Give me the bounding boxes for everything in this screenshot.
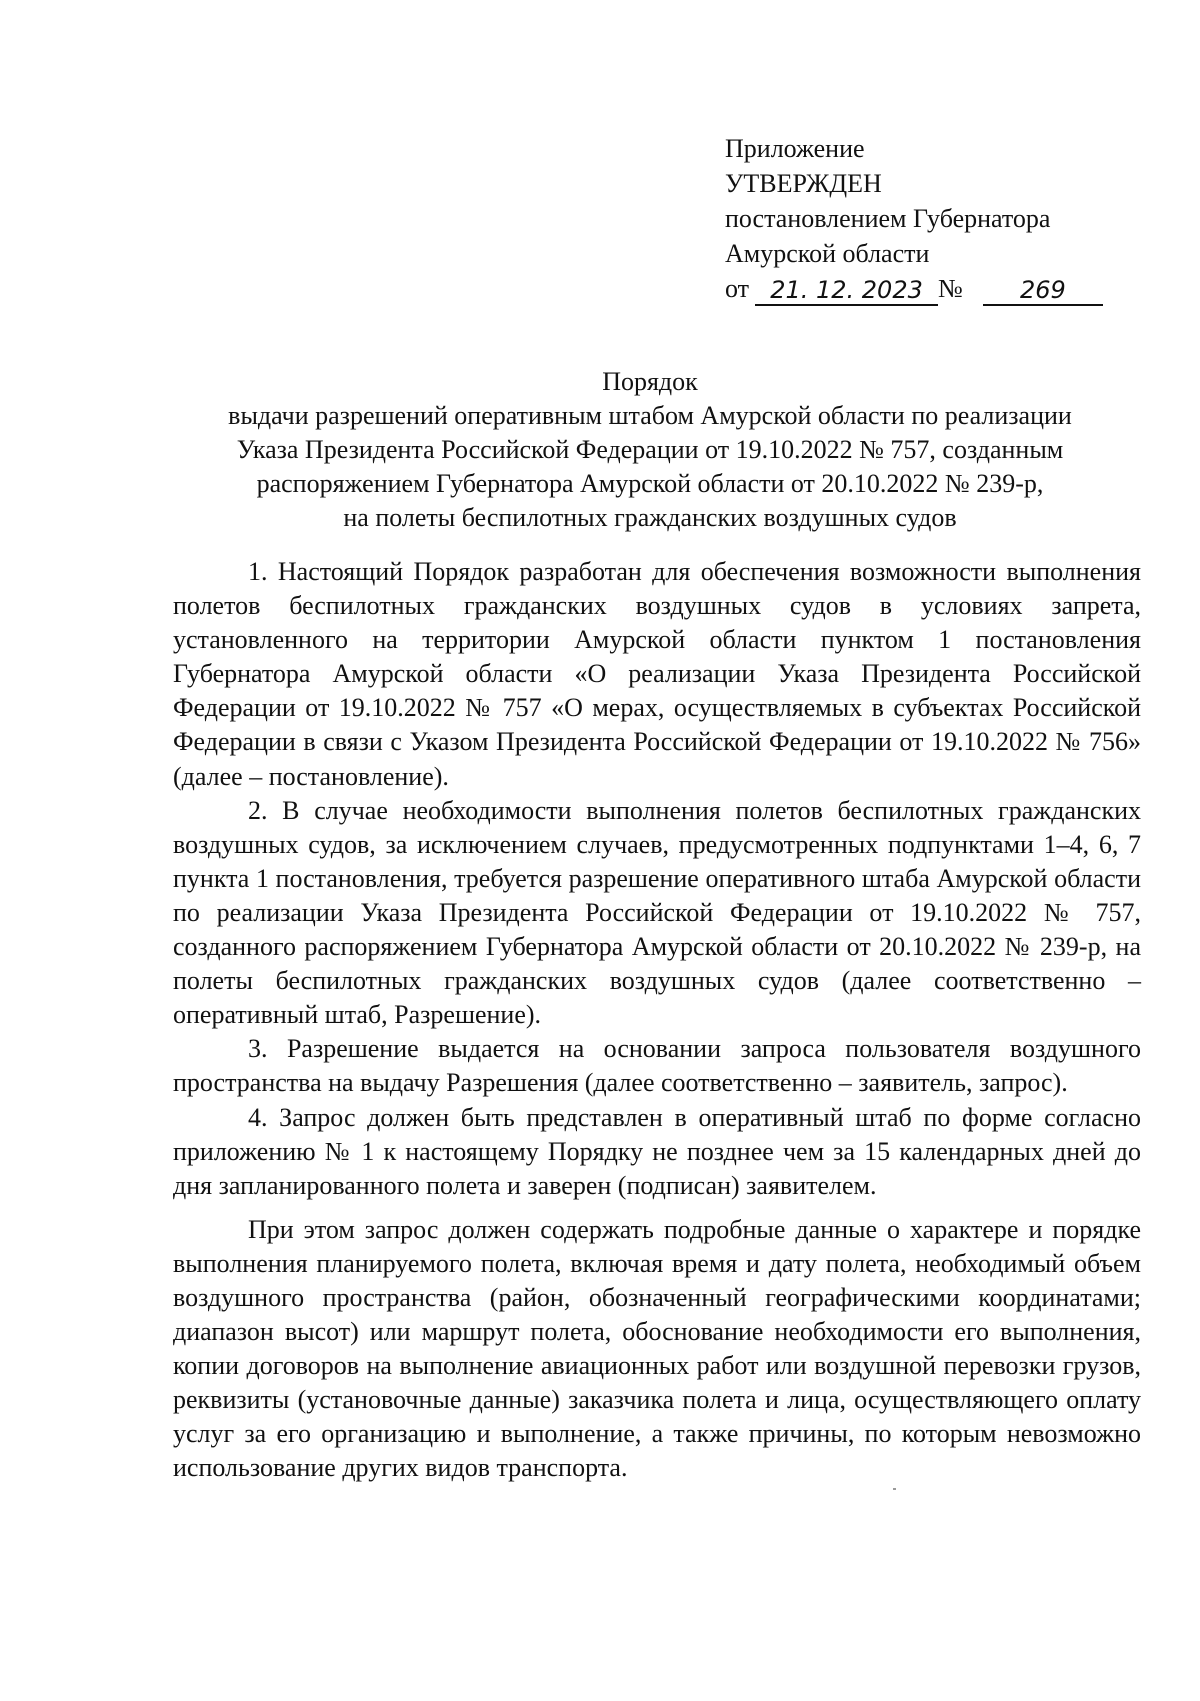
approval-date-prefix: от xyxy=(725,274,750,303)
title-heading: Порядок xyxy=(602,367,698,396)
approval-stamp-block xyxy=(725,131,1125,306)
scan-speck xyxy=(893,1488,896,1490)
approval-handwritten-number: 269 xyxy=(983,276,1103,306)
document-title xyxy=(170,365,1130,535)
paragraph-1: 1. Настоящий Порядок разработан для обеспечения возможности выполнения полетов беспилотных гражданских воздушных судов в условиях запрета, установленного на территории Амурской области пунктом 1 постановления Губернатора Амурской области «О реализации Указа Президента Российской Федерации от 19.10.2022 № 757 «О мерах, осуществляемых в субъектах Российской Федерации в связи с Указом Президента Российской Федерации от 19.10.2022 № 756» (далее – постановление). xyxy=(173,557,1141,791)
paragraph-2: 2. В случае необходимости выполнения полетов беспилотных гражданских воздушных судов, за исключением случаев, предусмотренных подпунктами 1–4, 6, 7 пункта 1 постановления, требуется разрешение оперативного штаба Амурской области по реализации Указа Президента Российской Федерации от 19.10.2022 № 757, созданного распоряжением Губернатора Амурской области от 20.10.2022 № 239-р, на полеты беспилотных гражданских воздушных судов (далее соответственно – оперативный штаб, Разрешение). xyxy=(173,795,1141,1030)
paragraph-3: 3. Разрешение выдается на основании запроса пользователя воздушного пространства на выдачу Разрешения (далее соответственно – заявитель, запрос). xyxy=(173,1034,1141,1098)
approval-region-label: Амурской области xyxy=(725,239,930,268)
title-line-2: Указа Президента Российской Федерации от 19.10.2022 № 757, созданным xyxy=(236,435,1064,464)
approval-date-line xyxy=(725,271,1125,306)
approval-approved-label: УТВЕРЖДЕН xyxy=(725,169,882,198)
title-line-4: на полеты беспилотных гражданских воздушных судов xyxy=(343,503,957,532)
title-line-1: выдачи разрешений оперативным штабом Амурской области по реализации xyxy=(228,401,1072,430)
paragraph-5: При этом запрос должен содержать подробные данные о характере и порядке выполнения планируемого полета, включая время и дату полета, необходимый объем воздушного пространства (район, обозначенный географическими координатами; диапазон высот) или маршрут полета, обоснование необходимости его выполнения, копии договоров на выполнение авиационных работ или воздушной перевозки грузов, реквизиты (установочные данные) заказчика полета и лица, осуществляющего оплату услуг за его организацию и выполнение, а также причины, по которым невозможно использование других видов транспорта. xyxy=(173,1214,1141,1483)
approval-handwritten-date: 21. 12. 2023 xyxy=(755,276,938,306)
document-body xyxy=(173,555,1141,1486)
approval-resolution-label: постановлением Губернатора xyxy=(725,204,1051,233)
approval-appendix-label: Приложение xyxy=(725,134,865,163)
title-line-3: распоряжением Губернатора Амурской области от 20.10.2022 № 239-р, xyxy=(256,469,1044,498)
approval-number-prefix: № xyxy=(938,274,963,303)
paragraph-4: 4. Запрос должен быть представлен в оперативный штаб по форме согласно приложению № 1 к настоящему Порядку не позднее чем за 15 календарных дней до дня запланированного полета и заверен (подписан) заявителем. xyxy=(173,1102,1141,1200)
